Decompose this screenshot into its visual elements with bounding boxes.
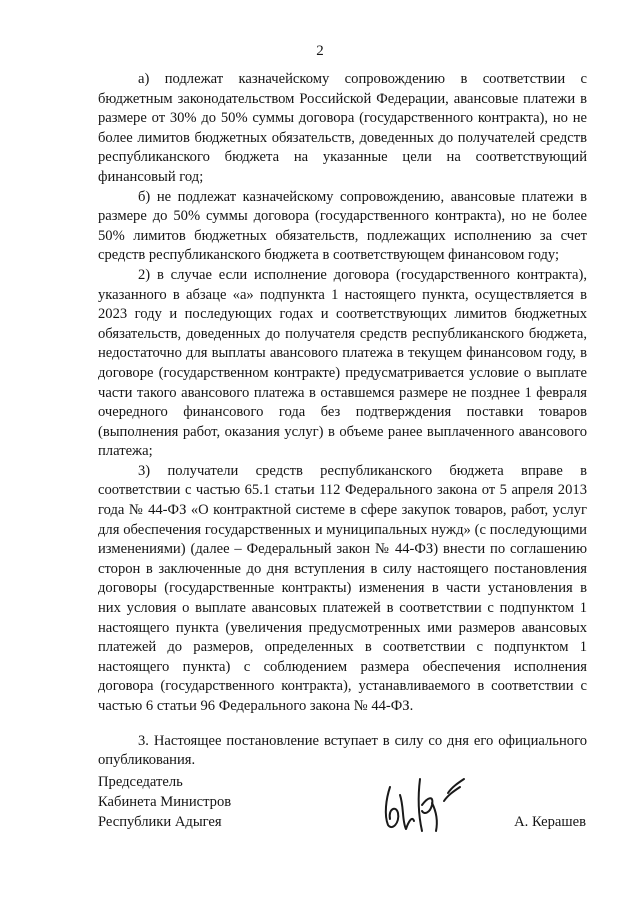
final-clause: 3. Настоящее постановление вступает в силу со дня его официального опубликования. [98,732,587,769]
handwritten-signature [372,765,472,837]
paragraph-3: 3) получатели средств республиканского бюджета вправе в соответствии с частью 65.1 статьи 112 Федерального закона от 5 апреля 2013 года № 44-ФЗ «О контрактной системе в сфере закупок товаров, работ, услуг для обеспечения государственных и муниципальных нужд» (с последующими изменениями) (далее – Федеральный закон № 44-ФЗ) внести по соглашению сторон в заключенные до дня вступления в силу настоящего постановления договоры (государственные контракты) изменения в части установления в них условия о выплате авансовых платежей в соответствии с подпунктом 1 настоящего пункта (увеличения предусмотренных ими размеров авансовых платежей до размеров, определенных в соответствии с подпунктом 1 настоящего пункта) с соблюдением размера обеспечения исполнения договора (государственного контракта), устанавливаемого в соответствии с частью 6 статьи 96 Федерального закона № 44-ФЗ. [98,462,587,714]
signatory-title-line: Кабинета Министров [98,794,232,810]
signatory-title-line: Председатель [98,774,183,790]
paragraph-2: 2) в случае если исполнение договора (государственного контракта), указанного в абзаце «а» подпункта 1 настоящего пункта, осуществляется в 2023 году и последующих годах и соответствующих лимитов бюджетных обязательств, доведенных до получателя средств республиканского бюджета, недостаточно для выплаты авансового платежа в текущем финансовом году, в договоре (государственном контракте) предусматривается условие о выплате части такого авансового платежа в оставшемся размере не позднее 1 февраля очередного финансового года без подтверждения поставки товаров (выполнения работ, оказания услуг) в объеме ранее выплаченного авансового платежа; [98,266,587,460]
signatory-title [98,772,231,832]
paragraph-b: б) не подлежат казначейскому сопровождению, авансовые платежи в размере до 50% суммы договора (государственного контракта), но не более 50% лимитов бюджетных обязательств, подлежащих исполнению за счет средств республиканского бюджета в соответствующем финансовом году; [98,188,587,264]
signatory-name: А. Керашев [514,814,586,830]
paragraph-a: а) подлежат казначейскому сопровождению в соответствии с бюджетным законодательством Российской Федерации, авансовые платежи в размере от 30% до 50% суммы договора (государственного контракта), но не более лимитов бюджетных обязательств, доведенных до получателей средств республиканского бюджета на указанные цели на соответствующий финансовый год; [98,71,587,185]
document-body [98,70,587,771]
page-number: 2 [316,43,324,59]
signatory-title-line: Республики Адыгея [98,814,222,830]
